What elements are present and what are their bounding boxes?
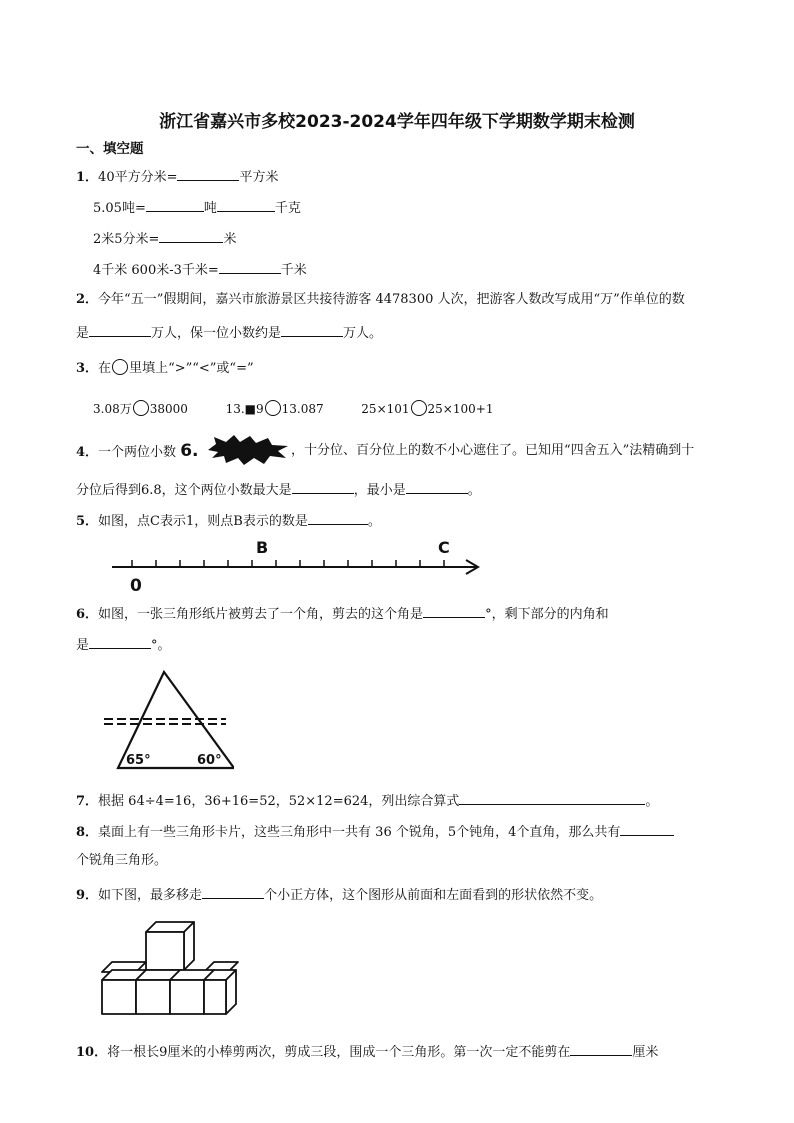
question-text: 如图，点C表示1，则点B表示的数是 bbox=[98, 514, 308, 529]
comparison-left: 25×101 bbox=[361, 402, 410, 416]
question-text: °。 bbox=[151, 638, 171, 653]
answer-blank[interactable] bbox=[570, 1041, 632, 1056]
answer-blank[interactable] bbox=[159, 228, 223, 243]
answer-blank[interactable] bbox=[217, 197, 275, 212]
answer-blank[interactable] bbox=[89, 322, 151, 337]
question-2-line-1 bbox=[76, 291, 685, 309]
question-text: 4千米 600米-3千米= bbox=[93, 263, 219, 278]
answer-blank[interactable] bbox=[177, 166, 239, 181]
question-8-line-2: 个锐角三角形。 bbox=[76, 853, 168, 868]
question-number: 2． bbox=[76, 292, 99, 307]
question-text: 是 bbox=[76, 326, 90, 341]
question-4-line-2 bbox=[76, 479, 481, 500]
question-4-line-1 bbox=[76, 442, 199, 462]
question-text: 厘米 bbox=[632, 1045, 659, 1060]
section-heading-fill-in: 一、填空题 bbox=[76, 141, 144, 157]
question-number: 10． bbox=[76, 1045, 108, 1060]
unit-text: 千克 bbox=[274, 201, 301, 216]
question-text: 分位后得到6.8，这个两位小数最大是 bbox=[76, 483, 292, 498]
question-10-line-1 bbox=[76, 1041, 658, 1062]
question-text: 是 bbox=[76, 638, 90, 653]
angle-right-label: 60° bbox=[197, 753, 222, 768]
question-number: 9． bbox=[76, 888, 99, 903]
question-text: 将一根长9厘米的小棒剪两次，剪成三段，围成一个三角形。第一次一定不能剪在 bbox=[107, 1045, 571, 1060]
unit-text: 千米 bbox=[280, 263, 307, 278]
question-8-line-1 bbox=[76, 821, 674, 842]
answer-blank[interactable] bbox=[423, 603, 485, 618]
question-text: 如下图，最多移走 bbox=[98, 888, 203, 903]
triangle-cut-figure bbox=[104, 668, 234, 774]
question-text: 。 bbox=[367, 514, 381, 529]
question-7-line-1 bbox=[76, 790, 658, 811]
answer-blank[interactable] bbox=[281, 322, 343, 337]
origin-label: 0 bbox=[130, 576, 142, 595]
question-number: 4． bbox=[76, 445, 99, 460]
answer-blank[interactable] bbox=[406, 479, 468, 494]
question-text: 。 bbox=[645, 794, 659, 809]
decimal-digit: 6. bbox=[180, 441, 199, 461]
unit-text: 吨 bbox=[203, 201, 217, 216]
comparison-circle-blank[interactable] bbox=[411, 400, 427, 416]
unit-text: 米 bbox=[223, 232, 237, 247]
comparison-left: 13.■9 bbox=[225, 402, 264, 416]
question-text: 根据 64÷4=16，36+16=52，52×12=624，列出综合算式 bbox=[98, 794, 460, 809]
ink-blot-icon bbox=[206, 434, 290, 466]
comparison-left: 3.08万 bbox=[93, 402, 132, 416]
question-3-line-1 bbox=[76, 359, 254, 378]
number-line-figure bbox=[108, 533, 488, 595]
cube-stack-figure bbox=[98, 920, 240, 1020]
question-1-line-2 bbox=[93, 197, 301, 218]
question-1-line-4 bbox=[93, 259, 307, 280]
point-c-label: C bbox=[438, 538, 450, 557]
unit-text: 平方米 bbox=[239, 170, 279, 185]
question-text: 一个两位小数 bbox=[98, 445, 177, 460]
question-number: 1． bbox=[76, 170, 99, 185]
answer-blank[interactable] bbox=[202, 884, 264, 899]
question-number: 6． bbox=[76, 607, 99, 622]
question-4-line-1-rest: ，十分位、百分位上的数不小心遮住了。已知用“四舍五入”法精确到十 bbox=[291, 443, 695, 458]
answer-blank[interactable] bbox=[146, 197, 204, 212]
circle-blank bbox=[112, 359, 128, 375]
comparison-circle-blank[interactable] bbox=[265, 400, 281, 416]
question-1-line-1 bbox=[76, 166, 279, 187]
question-text: 万人，保一位小数约是 bbox=[151, 326, 282, 341]
comparison-right: 13.087 bbox=[281, 402, 324, 416]
question-number: 3． bbox=[76, 361, 99, 376]
question-text: 万人。 bbox=[343, 326, 383, 341]
question-6-line-1 bbox=[76, 603, 609, 624]
page-title: 浙江省嘉兴市多校2023-2024学年四年级下学期数学期末检测 bbox=[159, 112, 635, 132]
question-text: 如图，一张三角形纸片被剪去了一个角，剪去的这个角是 bbox=[98, 607, 424, 622]
angle-left-label: 65° bbox=[126, 753, 151, 768]
question-text: 2米5分米= bbox=[93, 232, 160, 247]
question-text: 在 bbox=[98, 361, 112, 376]
question-text: 个小正方体，这个图形从前面和左面看到的形状依然不变。 bbox=[264, 888, 603, 903]
answer-blank[interactable] bbox=[89, 634, 151, 649]
question-text: 40平方分米= bbox=[98, 170, 178, 185]
question-text: 。 bbox=[467, 483, 481, 498]
point-b-label: B bbox=[256, 538, 269, 557]
answer-blank[interactable] bbox=[620, 821, 674, 836]
question-text: 今年“五一”假期间，嘉兴市旅游景区共接待游客 4478300 人次，把游客人数改写成用“万”作单位的数 bbox=[98, 292, 685, 307]
answer-blank[interactable] bbox=[308, 510, 368, 525]
question-number: 7． bbox=[76, 794, 99, 809]
question-text: 里填上“>”“<”或“=” bbox=[129, 361, 254, 376]
question-5-line-1 bbox=[76, 510, 381, 531]
comparison-circle-blank[interactable] bbox=[133, 400, 149, 416]
question-text: ，最小是 bbox=[353, 483, 406, 498]
question-9-line-1 bbox=[76, 884, 602, 905]
question-text: 桌面上有一些三角形卡片，这些三角形中一共有 36 个锐角，5个钝角，4个直角，那么共有 bbox=[98, 825, 621, 840]
question-text: 5.05吨= bbox=[93, 201, 146, 216]
answer-blank[interactable] bbox=[292, 479, 354, 494]
question-number: 8． bbox=[76, 825, 99, 840]
comparison-right: 25×100+1 bbox=[427, 402, 494, 416]
question-1-line-3 bbox=[93, 228, 236, 249]
question-text: °，剩下部分的内角和 bbox=[485, 607, 609, 622]
question-3-comparisons bbox=[93, 400, 493, 418]
question-2-line-2 bbox=[76, 322, 382, 343]
answer-blank[interactable] bbox=[219, 259, 281, 274]
question-number: 5． bbox=[76, 514, 99, 529]
answer-blank[interactable] bbox=[459, 790, 645, 805]
comparison-right: 38000 bbox=[149, 402, 188, 416]
question-6-line-2 bbox=[76, 634, 171, 655]
